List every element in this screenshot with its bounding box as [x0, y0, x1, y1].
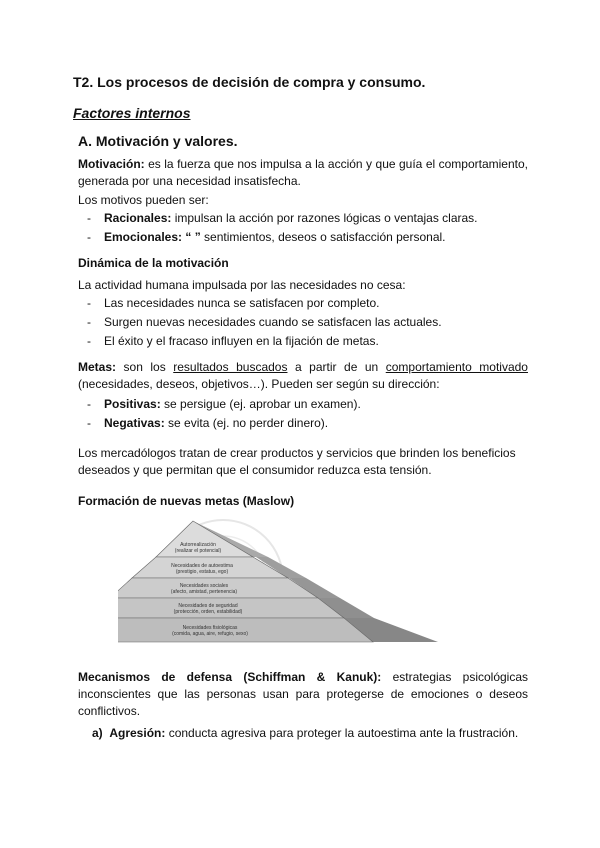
svg-text:Necesidades sociales(afecto, a: Necesidades sociales (afecto, amistad, pertenencia) — [170, 583, 238, 595]
subsection-heading: A. Motivación y valores. — [78, 133, 238, 149]
list-item: - Negativas: se evita (ej. no perder dinero). — [87, 416, 329, 430]
list-item: - Surgen nuevas necesidades cuando se satisfacen las actuales. — [87, 315, 442, 329]
list-item: - Racionales: impulsan la acción por razones lógicas o ventajas claras. — [87, 211, 478, 225]
list-item: - El éxito y el fracaso influyen en la fijación de metas. — [87, 334, 379, 348]
motivacion-text: es la fuerza que nos impulsa a la acción y que guía el comportamiento, generada por una necesidad insatisfecha. — [78, 157, 528, 188]
motivacion-paragraph — [78, 156, 528, 190]
mecanismos-paragraph: Mecanismos de defensa (Schiffman & Kanuk): estrategias psicológicas inconscientes que las personas usan para protegerse de emociones o deseos conflictivos. — [78, 670, 529, 718]
metas-paragraph: Metas: son los resultados buscados a partir de un comportamiento motivado (necesidades, deseos, objetivos…). Pueden ser según su dirección: — [78, 360, 528, 391]
page-title: T2. Los procesos de decisión de compra y consumo. — [73, 74, 426, 90]
list-item: - Positivas: se persigue (ej. aprobar un examen). — [87, 397, 361, 411]
dinamica-heading: Dinámica de la motivación — [78, 256, 229, 270]
svg-text:Necesidades de autoestima(pres: Necesidades de autoestima (prestigio, estatus, ego) — [171, 563, 233, 575]
motivacion-term: Motivación: — [78, 157, 145, 171]
maslow-heading: Formación de nuevas metas (Maslow) — [78, 494, 295, 508]
svg-text:Necesidades de seguridad(prote: Necesidades de seguridad (protección, orden, estabilidad) — [173, 603, 243, 615]
list-item: a) Agresión: conducta agresiva para proteger la autoestima ante la frustración. — [92, 726, 519, 740]
mercadologos-paragraph: Los mercadólogos tratan de crear productos y servicios que brinden los beneficios deseados y que permitan que el consumidor reduzca esta tensión. — [78, 446, 516, 477]
maslow-pyramid — [118, 518, 438, 648]
list-item: - Las necesidades nunca se satisfacen por completo. — [87, 296, 380, 310]
dinamica-intro: La actividad humana impulsada por las necesidades no cesa: — [78, 278, 406, 292]
svg-text:Necesidades fisiológicas(comid: Necesidades fisiológicas (comida, agua, aire, refugio, sexo) — [172, 625, 248, 637]
maslow-pyramid-image — [118, 518, 438, 648]
section-heading: Factores internos — [73, 105, 191, 121]
svg-text:Autorrealización(realizar el p: Autorrealización (realizar el potencial) — [174, 542, 222, 554]
list-item: - Emocionales: “ ” sentimientos, deseos o satisfacción personal. — [87, 230, 446, 244]
pyramid-level — [118, 618, 373, 642]
motivos-intro: Los motivos pueden ser: — [78, 193, 209, 207]
